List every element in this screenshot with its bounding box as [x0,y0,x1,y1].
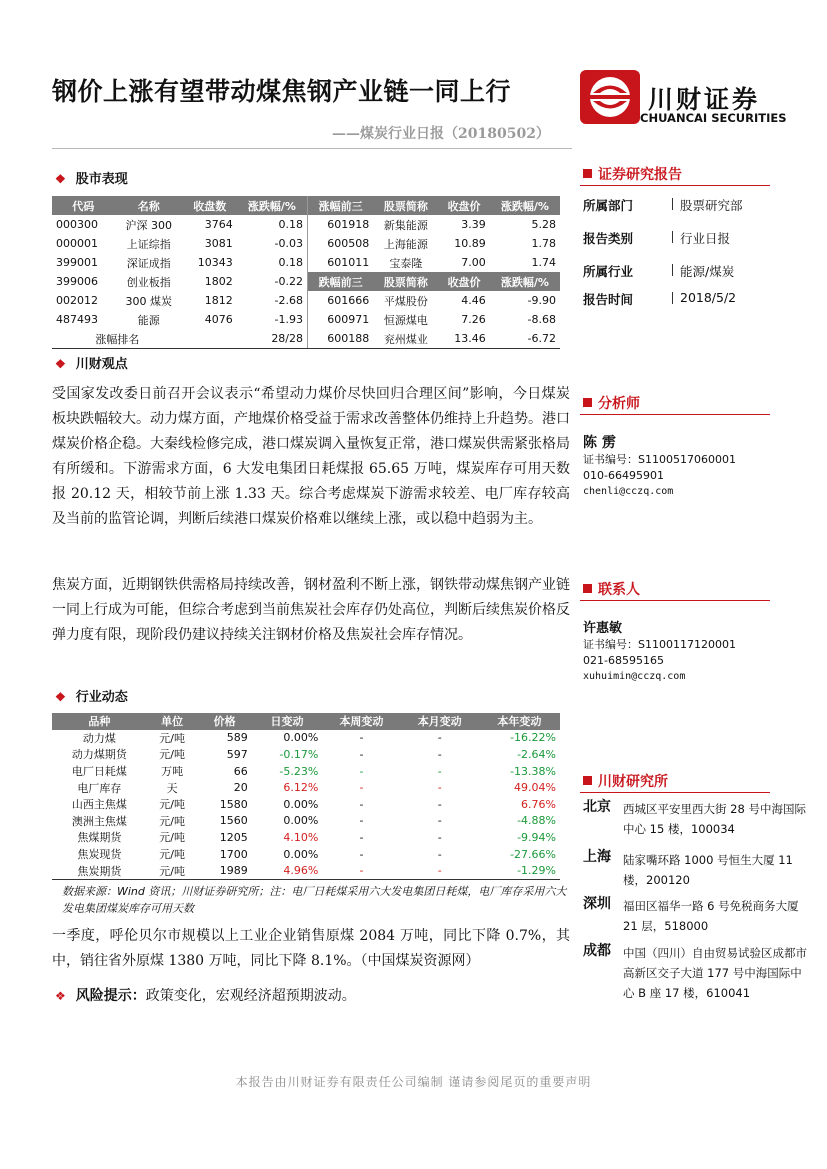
contact-email[interactable]: xuhuimin@cczq.com [583,671,686,682]
square-bullet-icon [583,776,592,785]
cell-name: 澳洲主焦煤 [71,814,127,828]
cell-price: 1700 [219,847,248,861]
cell-day: 0.00% [283,814,319,828]
paragraph-coal-view: 受国家发改委日前召开会议表示“希望动力煤价尽快回归合理区间”影响，今日煤炭板块跌幅较大。动力煤方面，产地煤价格受益于需求改善整体仍维持上升趋势。港口煤炭价格企稳。大秦线检修完成，港口煤炭调入量恢复正常，港口煤炭供需紧张格局有所缓和。下游需求方面，6 大发电集团日耗煤报 65.65 万吨，煤炭库存可用天数报 20.12 天，相较节前上涨 1.33 天。综合考虑煤炭下游需求较差、电厂库存较高及当前的监管论调，判断后续港口煤炭价格难以继续上涨，或以稳中趋弱为主。 [52,386,570,527]
table-row [52,829,560,846]
cell-price: 1580 [219,797,248,811]
risk-warning: ❖ 风险提示：政策变化，宏观经济超预期波动。 [55,988,356,1004]
cell-unit: 元/吨 [159,798,186,812]
table-header-row [52,713,560,730]
sidebar-divider [580,792,770,793]
cell-year: -4.88% [517,814,556,828]
stock-performance-table [52,196,560,349]
section-market-heading: ❖ 股市表现 [55,172,128,187]
cell-price: 1989 [198,862,252,879]
sidebar-divider [580,600,770,601]
table-row [52,813,560,830]
cell-unit: 元/吨 [159,831,186,845]
cell-price: 1205 [219,830,248,844]
table-source-note: 数据来源：Wind 资讯；川财证券研究所；注：电厂日耗煤采用六大发电集团日耗煤，电厂库存采用六大发电集团煤炭库存可用天数 [62,885,567,915]
analyst-phone: 010-66495901 [583,469,664,482]
cell-month: - [437,731,442,745]
sidebar-report-heading: 证券研究报告 [583,164,682,184]
sidebar-divider [580,414,770,415]
analyst-name: 陈 雳 [583,435,616,451]
cell-day: 4.10% [283,830,319,844]
office-address: 福田区福华一路 6 号免税商务大厦 21 层，518000 [623,899,799,933]
cell-month: - [437,797,442,811]
sidebar-contact-heading: 联系人 [583,579,640,599]
table-row [52,846,560,863]
cell-price: 597 [226,747,248,761]
office-address: 西城区平安里西大街 28 号中海国际中心 15 楼，100034 [623,802,806,836]
cell-unit: 元/吨 [159,731,186,745]
contact-name: 许惠敏 [583,621,623,636]
cell-unit: 元/吨 [159,748,186,762]
industry-value: 能源/煤炭 [680,264,735,279]
cell-day: 4.96% [252,862,323,879]
time-value: 2018/5/2 [680,290,737,305]
type-label: 报告类别 [583,231,634,246]
report-subtitle: ——煤炭行业日报（20180502） [332,126,550,142]
cell-year: -2.64% [517,747,556,761]
cell-name: 动力煤 [82,731,116,745]
column-header: 品种 [52,713,147,730]
cell-year: 49.04% [514,781,556,795]
sidebar-divider [580,185,770,186]
office-city: 成都 [583,943,611,959]
industry-price-table [52,713,560,880]
table-header-row: 代码 名称 收盘数 涨跌幅/% 涨幅前三 股票简称 收盘价 涨跌幅/% [52,196,560,215]
cell-year: -13.38% [510,764,556,778]
column-header: 本周变动 [322,713,400,730]
diamond-bullet-icon: ❖ [55,690,66,704]
analyst-cert: 证书编号：S1100517060001 [583,453,736,466]
diamond-bullet-icon: ❖ [55,357,66,371]
cell-year: -27.66% [510,847,556,861]
cell-name: 山西主焦煤 [71,798,127,812]
sidebar-institute-heading: 川财研究所 [583,771,668,791]
cell-month: - [437,847,442,861]
analyst-email[interactable]: chenli@cczq.com [583,486,674,497]
chuancai-logo-icon [580,70,640,124]
table-row [52,862,560,879]
column-header: 价格 [198,713,252,730]
section-industry-heading: ❖ 行业动态 [55,690,128,705]
type-value: 行业日报 [680,231,731,246]
table-row: 000001 上证综指 3081 -0.03 600508 上海能源 10.89 1.78 [52,234,560,253]
sidebar-analyst-heading: 分析师 [583,393,640,413]
cell-name: 焦煤期货 [77,831,122,845]
office-address: 中国（四川）自由贸易试验区成都市高新区交子大道 177 号中海国际中心 B 座 17 楼，610041 [623,946,807,1000]
cell-month: - [437,781,442,795]
column-header: 日变动 [252,713,323,730]
table-row: 涨幅排名 28/28 600188 兖州煤业 13.46 -6.72 [52,329,560,349]
cell-day: -5.23% [279,764,319,778]
cell-unit: 元/吨 [159,848,186,862]
cell-month: - [437,814,442,828]
dept-label: 所属部门 [583,198,634,213]
cell-week: - [359,797,364,811]
cell-day: 0.00% [283,797,319,811]
cell-year: 6.76% [521,797,556,811]
cell-year: -9.94% [517,830,556,844]
cell-name: 动力煤期货 [71,748,127,762]
office-city: 深圳 [583,896,611,912]
section-view-heading: ❖ 川财观点 [55,357,128,372]
cell-month: - [437,747,442,761]
cell-week: - [359,764,364,778]
brand-name-en: CHUANCAI SECURITIES [640,111,787,125]
cell-unit: 元/吨 [147,862,198,879]
table-row: 487493 能源 4076 -1.93 600971 恒源煤电 7.26 -8.68 [52,310,560,329]
header-divider [52,148,572,149]
dept-value: 股票研究部 [680,198,743,213]
cell-price: 20 [233,781,248,795]
contact-phone: 021-68595165 [583,654,664,667]
cell-year: -16.22% [510,731,556,745]
cell-name: 电厂日耗煤 [71,765,127,779]
table-row: 002012 300 煤炭 1812 -2.68 601666 平煤股份 4.46 -9.90 [52,291,560,310]
office-address: 陆家嘴环路 1000 号恒生大厦 11 楼，200120 [623,853,793,887]
table-row [52,796,560,813]
cell-unit: 万吨 [161,765,184,779]
square-bullet-icon [583,584,592,593]
cell-week: - [359,830,364,844]
table-row [52,746,560,763]
page-footer: 本报告由川财证券有限责任公司编制 谨请参阅尾页的重要声明 [235,1075,592,1089]
cell-month: - [437,830,442,844]
cell-name: 电厂库存 [77,781,122,795]
cell-unit: 天 [166,781,178,795]
paragraph-news: 一季度，呼伦贝尔市规模以上工业企业销售原煤 2084 万吨，同比下降 0.7%，其中，销往省外原煤 1380 万吨，同比下降 8.1%。（中国煤炭资源网） [52,928,570,969]
industry-label: 所属行业 [583,264,634,279]
report-title: 钢价上涨有望带动煤焦钢产业链一同上行 [52,77,512,106]
table-row [52,763,560,780]
cell-price: 1560 [219,814,248,828]
cell-name: 焦炭现货 [77,848,122,862]
table-row [52,730,560,747]
table-row: 399001 深证成指 10343 0.18 601011 宝泰隆 7.00 1.74 [52,253,560,272]
cell-day: 6.12% [283,781,319,795]
table-row [52,779,560,796]
table-row: 399006 创业板指 1802 -0.22 跌幅前三 股票简称 收盘价 涨跌幅/% [52,272,560,291]
cell-week: - [359,814,364,828]
office-city: 北京 [583,799,611,815]
square-bullet-icon [583,169,592,178]
table-row: 000300 沪深 300 3764 0.18 601918 新集能源 3.39 5.28 [52,215,560,234]
cell-unit: 元/吨 [159,814,186,828]
cell-day: 0.00% [283,731,319,745]
cell-day: -0.17% [279,747,319,761]
cell-week: - [359,847,364,861]
cell-week: - [359,781,364,795]
cell-price: 66 [233,764,248,778]
contact-cert: 证书编号：S1100117120001 [583,638,736,651]
cell-name: 焦炭期货 [52,862,147,879]
time-label: 报告时间 [583,292,634,307]
square-bullet-icon [583,398,592,407]
cell-week: - [359,731,364,745]
diamond-bullet-icon: ❖ [55,989,66,1003]
office-city: 上海 [583,849,611,865]
diamond-bullet-icon: ❖ [55,172,66,186]
cell-month: - [401,862,479,879]
cell-price: 589 [226,731,248,745]
cell-year: -1.29% [479,862,560,879]
column-header: 本月变动 [401,713,479,730]
cell-week: - [359,747,364,761]
brand-name: 川财证券 [648,85,761,114]
cell-week: - [322,862,400,879]
column-header: 本年变动 [479,713,560,730]
cell-day: 0.00% [283,847,319,861]
paragraph-coke-view: 焦炭方面，近期钢铁供需格局持续改善，钢材盈利不断上涨，钢铁带动煤焦钢产业链一同上行成为可能，但综合考虑到当前焦炭社会库存仍处高位，判断后续焦炭价格反弹力度有限，现阶段仍建议持续关注钢材价格及焦炭社会库存情况。 [52,577,570,643]
cell-month: - [437,764,442,778]
column-header: 单位 [147,713,198,730]
